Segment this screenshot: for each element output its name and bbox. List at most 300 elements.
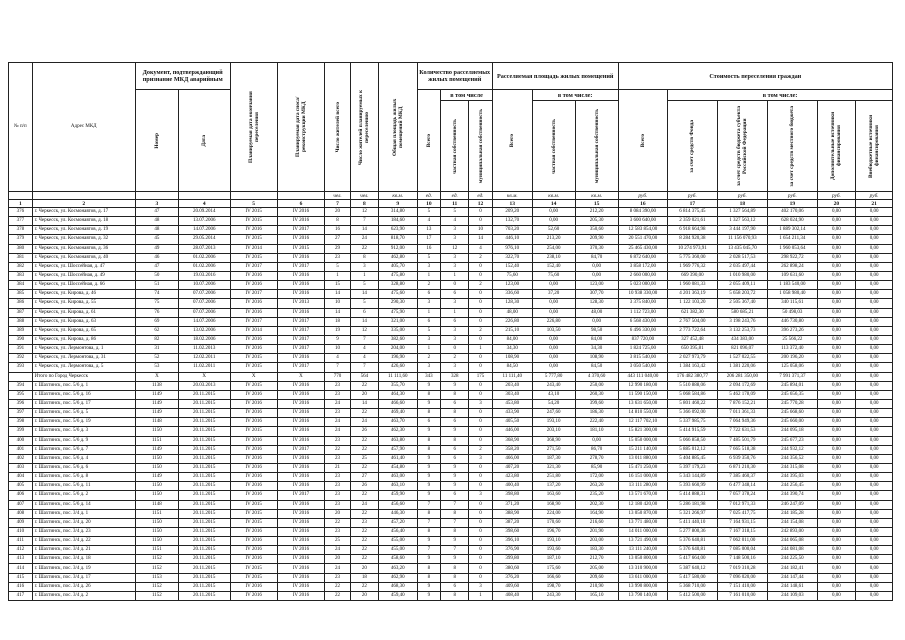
table-cell: 9 (417, 463, 441, 472)
table-cell: 0,00 (817, 354, 856, 363)
table-cell: 14 (350, 226, 378, 235)
table-cell: 14 (350, 290, 378, 299)
table-cell: 23 (325, 573, 351, 582)
table-cell: 400,40 (492, 482, 532, 491)
table-cell: 20 (350, 390, 378, 399)
table-cell: 3 (469, 582, 493, 591)
table-cell: 13 790 140,00 (618, 591, 667, 600)
table-row (9, 546, 893, 555)
table-cell (9, 372, 33, 381)
table-cell: 82 (135, 335, 178, 344)
table-cell: 168,90 (532, 500, 575, 509)
table-cell: 821 096,07 (717, 345, 768, 354)
table-cell: 0,00 (575, 436, 618, 445)
unit-cell: ед. (417, 192, 441, 200)
table-cell: 770 (325, 372, 351, 381)
unit-cell: руб. (717, 192, 768, 200)
table-cell: 2 028 517,53 (717, 253, 768, 262)
table-cell: 235,20 (575, 491, 618, 500)
column-number-cell: 18 (717, 200, 768, 208)
table-cell: IV 2015 (230, 518, 277, 527)
table-cell: 24 (325, 418, 351, 427)
table-cell: 14 810 550,00 (618, 409, 667, 418)
unit-cell (32, 192, 135, 200)
table-cell: 0,00 (817, 500, 856, 509)
table-cell: 0,00 (817, 299, 856, 308)
table-cell: 9 (417, 454, 441, 463)
table-cell: 22 (325, 518, 351, 527)
address-cell: г. Шахтинск, пос. 3/4 д. 23 (32, 527, 135, 536)
table-cell: 8 (417, 573, 441, 582)
table-cell: 12 117 702,10 (618, 418, 667, 427)
table-cell: 6 (441, 399, 469, 408)
column-number-cell: 20 (817, 200, 856, 208)
unit-cell: руб. (856, 192, 893, 200)
table-cell: 9 (417, 482, 441, 491)
table-cell: 23 (325, 390, 351, 399)
table-cell: 0 (469, 271, 493, 280)
unit-cell: руб. (817, 192, 856, 200)
table-cell: 203,40 (492, 381, 532, 390)
table-cell: 7 485 501,79 (717, 436, 768, 445)
table-cell: 07.07.2006 (178, 290, 230, 299)
table-cell: IV 2016 (277, 482, 324, 491)
address-cell: г. Шахтинск, пос. 5/6 д. 1 (32, 381, 135, 390)
table-cell: 125 058,06 (768, 363, 817, 372)
table-cell: 12 180 420,00 (618, 500, 667, 509)
table-cell: 399,60 (575, 399, 618, 408)
area-incl-header: в том числе: (532, 90, 618, 101)
table-cell: 204,00 (378, 345, 417, 354)
table-row (9, 436, 893, 445)
table-cell: 9 (441, 381, 469, 390)
table-cell: 48 (135, 217, 178, 226)
table-cell: 13 571 670,00 (618, 491, 667, 500)
table-cell: IV 2016 (230, 271, 277, 280)
table-cell: 9 (417, 582, 441, 591)
table-cell: 5 885 012,12 (668, 445, 717, 454)
table-cell: 0 (469, 473, 493, 482)
table-cell: IV 2016 (277, 217, 324, 226)
address-cell: г. Черкесск, ул. Кирова, д. 86 (32, 335, 135, 344)
table-cell: 245 677,23 (768, 436, 817, 445)
col-local-header: за счет средств местного бюджета (768, 101, 817, 192)
table-cell: 0 (469, 427, 493, 436)
table-cell: 10 (469, 226, 493, 235)
table-cell: 0,00 (817, 317, 856, 326)
table-cell: 128,30 (492, 299, 532, 308)
table-row (9, 473, 893, 482)
table-cell: 0 (469, 527, 493, 536)
table-cell: 22 (350, 491, 378, 500)
address-cell: г. Черкесск, ул. Кирова, д. 63 (32, 317, 135, 326)
table-cell: 358,20 (492, 445, 532, 454)
table-cell: 209,90 (575, 235, 618, 244)
table-cell: IV 2017 (277, 326, 324, 335)
table-cell: 3 (441, 299, 469, 308)
table-cell: 163,60 (532, 491, 575, 500)
table-cell: 175 (469, 372, 493, 381)
table-row (9, 427, 893, 436)
address-cell: г. Черкесск, ул. Лермонтова, д. 31 (32, 354, 135, 363)
table-cell: IV 2016 (277, 537, 324, 546)
table-cell: 7 025 417,75 (717, 509, 768, 518)
table-cell: 0,00 (856, 573, 893, 582)
address-cell: г. Шахтинск, пос. 3/4 д. 22 (32, 537, 135, 546)
table-cell: 22 (350, 463, 378, 472)
table-cell: 3 858 172,00 (618, 262, 667, 271)
table-cell: 5 321 266,97 (668, 509, 717, 518)
table-row (9, 573, 893, 582)
table-cell: 224,00 (532, 509, 575, 518)
table-cell: 0,00 (856, 299, 893, 308)
table-cell: 244 147,44 (768, 573, 817, 582)
table-cell: 20.11.2015 (178, 445, 230, 454)
table-cell: 226,80 (492, 317, 532, 326)
table-cell: 463,10 (378, 482, 417, 491)
table-cell: 12 (350, 326, 378, 335)
table-cell: 9 (417, 491, 441, 500)
table-cell: 1150 (135, 454, 178, 463)
table-cell: 398,60 (492, 527, 532, 536)
table-cell: IV 2016 (277, 281, 324, 290)
table-cell: 407,20 (492, 463, 532, 472)
table-cell: 12.02.2011 (178, 354, 230, 363)
table-cell: 464,30 (378, 390, 417, 399)
table-cell: 244 932,12 (768, 445, 817, 454)
table-cell: 25 566,22 (768, 335, 817, 344)
table-cell: 27 (350, 473, 378, 482)
table-cell: 47 (135, 262, 178, 271)
table-cell: IV 2016 (277, 235, 324, 244)
table-cell: 2 (469, 281, 493, 290)
unit-cell: кв.м. (378, 192, 417, 200)
table-cell: 244 185,28 (768, 509, 817, 518)
table-cell: 1 (441, 271, 469, 280)
table-cell: 3 (469, 454, 493, 463)
table-cell: 1150 (135, 463, 178, 472)
table-cell: 0,00 (856, 226, 893, 235)
table-cell: 84,50 (492, 363, 532, 372)
table-header (9, 63, 893, 208)
table-cell: 193,10 (532, 537, 575, 546)
table-cell: 7 665 518,38 (717, 445, 768, 454)
table-cell: IV 2016 (230, 436, 277, 445)
table-cell: 7 057 378,24 (717, 491, 768, 500)
table-cell: 6 (441, 445, 469, 454)
table-cell: 6 918 664,98 (668, 226, 717, 235)
table-cell: 20.11.2015 (178, 591, 230, 600)
table-cell: 5 366 092,00 (668, 409, 717, 418)
table-cell: 181,10 (575, 427, 618, 436)
table-cell: 12 583 854,00 (618, 226, 667, 235)
table-cell: 48,00 (492, 308, 532, 317)
table-cell: 405 (9, 482, 33, 491)
table-cell: 15 211 140,00 (618, 445, 667, 454)
table-cell: 6 814 375,45 (668, 208, 717, 217)
cost-incl-header: в том числе: (668, 90, 893, 101)
col-nonfund-header: Внебюджетные источники финансирования (856, 101, 893, 192)
table-cell: 6 (441, 582, 469, 591)
table-cell: 336,60 (492, 290, 532, 299)
table-cell: 14.07.2006 (178, 226, 230, 235)
table-cell: 6 (417, 317, 441, 326)
table-cell: 5 417 664,00 (668, 555, 717, 564)
table-cell: 244 256,45 (768, 482, 817, 491)
table-cell: 0,00 (856, 262, 893, 271)
column-number-cell: 3 (135, 200, 178, 208)
table-cell: 1 112 723,00 (618, 308, 667, 317)
table-cell: 0,00 (532, 354, 575, 363)
table-cell: 242 893,00 (768, 527, 817, 536)
table-cell: 210,90 (575, 582, 618, 591)
col-area-private-header: частная собственность (532, 101, 575, 192)
table-cell: 396,10 (492, 537, 532, 546)
table-cell: 22 (350, 381, 378, 390)
table-cell: IV 2017 (277, 317, 324, 326)
table-cell: 8 (441, 409, 469, 418)
table-cell: IV 2016 (277, 518, 324, 527)
table-cell: 0,00 (856, 372, 893, 381)
table-cell: IV 2016 (230, 482, 277, 491)
table-cell: 20.11.2015 (178, 573, 230, 582)
table-cell: 7 151 410,00 (717, 582, 768, 591)
table-cell: 5 376 640,81 (668, 546, 717, 555)
table-cell: 3 (441, 226, 469, 235)
table-row (9, 399, 893, 408)
table-cell: 0,00 (856, 445, 893, 454)
unit-cell (135, 192, 178, 200)
table-cell: 3 (441, 253, 469, 262)
table-cell: 7 (325, 363, 351, 372)
address-cell: г. Черкесск, ул. Космонавтов, д. 40 (32, 253, 135, 262)
table-cell: 20 551 470,00 (618, 235, 667, 244)
table-row (9, 208, 893, 217)
table-cell: 396 (9, 399, 33, 408)
table-cell: 5 068 584,86 (668, 390, 717, 399)
table-cell: 392 (9, 354, 33, 363)
table-cell: 2 094 172,69 (717, 381, 768, 390)
table-cell: 15 (325, 281, 351, 290)
table-cell: 75,60 (532, 271, 575, 280)
table-cell: 0,00 (856, 555, 893, 564)
table-cell: 222,40 (575, 418, 618, 427)
table-cell: 254,00 (532, 244, 575, 253)
col-residents-header: Число жителей всего (325, 63, 351, 192)
table-cell: 399 (9, 427, 33, 436)
table-cell: IV 2016 (277, 582, 324, 591)
table-cell: 245 656,35 (768, 390, 817, 399)
table-cell: 0,00 (817, 582, 856, 591)
table-cell: 408,40 (492, 591, 532, 600)
table-cell: 0,00 (856, 335, 893, 344)
table-cell: IV 2015 (230, 573, 277, 582)
table-cell: 1153 (135, 573, 178, 582)
table-row (9, 354, 893, 363)
table-cell: 244 148,61 (768, 582, 817, 591)
column-number-row (9, 200, 893, 208)
table-cell: 0,00 (575, 262, 618, 271)
table-cell: 1 327 564,89 (717, 208, 768, 217)
table-cell: 245 668,60 (768, 409, 817, 418)
table-cell: 455,00 (378, 537, 417, 546)
table-cell: 48,00 (575, 308, 618, 317)
table-cell: IV 2017 (277, 335, 324, 344)
table-cell: 7 (441, 500, 469, 509)
table-cell: 8 (417, 509, 441, 518)
table-cell: 7 (441, 518, 469, 527)
address-cell: г. Шахтинск, пос. 5/6 д. 3 (32, 427, 135, 436)
table-cell: 226,80 (532, 317, 575, 326)
table-cell: 380,60 (492, 564, 532, 573)
table-cell: 8 (325, 217, 351, 226)
address-cell: г. Черкесск, ул. Космонавтов, д. 32 (32, 235, 135, 244)
table-cell: 0,00 (817, 281, 856, 290)
table-cell: 9 (417, 399, 441, 408)
address-cell: г. Черкесск, ул. Кирова, д. 46 (32, 290, 135, 299)
table-cell: 1138 (135, 381, 178, 390)
table-cell: 8 (417, 390, 441, 399)
table-cell: 0,00 (817, 381, 856, 390)
table-cell: 28.07.2013 (178, 244, 230, 253)
table-cell: IV 2016 (230, 418, 277, 427)
table-cell: 402 (9, 454, 33, 463)
table-cell: 205,30 (575, 217, 618, 226)
table-cell: 0,00 (856, 208, 893, 217)
column-number-cell: 2 (32, 200, 135, 208)
table-cell: 4 201 363,19 (668, 290, 717, 299)
table-cell: 9 (325, 335, 351, 344)
table-cell: IV 2015 (230, 564, 277, 573)
column-number-cell: 17 (668, 200, 717, 208)
table-cell: IV 2016 (230, 345, 277, 354)
table-cell: 50 (135, 271, 178, 280)
address-cell: г. Шахтинск, пос. 5/6 д. 16 (32, 390, 135, 399)
table-cell: 0,00 (532, 308, 575, 317)
table-cell: IV 2016 (277, 253, 324, 262)
table-cell: 0,00 (856, 271, 893, 280)
table-cell: 3 (350, 262, 378, 271)
table-cell: 1149 (135, 399, 178, 408)
table-cell: 108,90 (575, 354, 618, 363)
table-cell: 5 (417, 326, 441, 335)
table-cell: 1 (469, 591, 493, 600)
table-row (9, 582, 893, 591)
table-cell: IV 2016 (277, 527, 324, 536)
table-cell: 0,00 (817, 326, 856, 335)
table-cell: 8 (441, 509, 469, 518)
table-cell: 0 (469, 564, 493, 573)
column-number-cell: 9 (378, 200, 417, 208)
table-cell: 7 096 020,00 (717, 573, 768, 582)
table-cell: 216,60 (575, 518, 618, 527)
table-row (9, 500, 893, 509)
col-count-total-header: Всего (417, 90, 441, 192)
table-cell: 9 (417, 537, 441, 546)
col-doc-date-header: Дата (178, 90, 230, 192)
table-cell: 8 084 390,00 (618, 208, 667, 217)
table-cell: IV 2016 (277, 290, 324, 299)
table-cell: 0,00 (817, 573, 856, 582)
table-cell: 7 (350, 217, 378, 226)
table-cell: 20 (350, 591, 378, 600)
table-cell: IV 2016 (277, 308, 324, 317)
table-row (9, 591, 893, 600)
table-cell: 623,90 (378, 226, 417, 235)
table-cell: 335,00 (378, 326, 417, 335)
table-cell: 446 730,80 (768, 317, 817, 326)
table-cell: 13 611 000,00 (618, 573, 667, 582)
table-cell: 0,00 (817, 217, 856, 226)
table-cell: IV 2016 (230, 445, 277, 454)
unit-cell: кв.м. (492, 192, 532, 200)
table-cell: 350,60 (575, 226, 618, 235)
table-cell: 2 505 367,40 (717, 299, 768, 308)
table-cell: 434 383,00 (717, 335, 768, 344)
table-cell: 5 (417, 253, 441, 262)
table-cell: 321,00 (378, 317, 417, 326)
table-cell: 7 164 931,15 (717, 518, 768, 527)
col-planned-start-header: Планируемая дата окончания переселения (230, 63, 277, 192)
table-cell: 0,00 (817, 537, 856, 546)
table-cell: 84,70 (575, 253, 618, 262)
table-cell: 2 359 021,61 (668, 217, 717, 226)
table-cell: 0,00 (575, 317, 618, 326)
table-cell: 271,50 (532, 445, 575, 454)
table-cell: 2 773 722,64 (668, 326, 717, 335)
table-row (9, 482, 893, 491)
table-cell: 166,60 (532, 573, 575, 582)
table-cell: IV 2016 (277, 473, 324, 482)
table-cell: 20.11.2015 (178, 582, 230, 591)
table-cell: 0,00 (817, 399, 856, 408)
address-cell: г. Шахтинск, пос. 3/4 д. 17 (32, 573, 135, 582)
table-cell: 0,00 (817, 208, 856, 217)
table-cell: 469,40 (378, 409, 417, 418)
table-cell: 328,80 (378, 281, 417, 290)
table-cell: 6 568 430,00 (618, 317, 667, 326)
table-cell: 455,00 (378, 546, 417, 555)
table-cell: 0,00 (856, 527, 893, 536)
column-number-cell: 8 (350, 200, 378, 208)
col-extra-header: Дополнительные источники финансирования (817, 101, 856, 192)
table-cell: 13 011 880,00 (618, 454, 667, 463)
column-number-cell: 19 (768, 200, 817, 208)
table-cell: 0 (469, 518, 493, 527)
unit-cell (277, 192, 324, 200)
table-row (9, 418, 893, 427)
table-cell: 109 631,60 (768, 271, 817, 280)
address-cell: г. Черкесск, ул. Шоссейная, д. 66 (32, 281, 135, 290)
table-cell: 0 (469, 509, 493, 518)
table-cell: 132,70 (492, 217, 532, 226)
table-cell: 0,00 (817, 591, 856, 600)
table-cell: 5 337 985,75 (668, 418, 717, 427)
table-cell: 446,10 (492, 235, 532, 244)
table-cell: 3 (441, 363, 469, 372)
table-row (9, 281, 893, 290)
table-cell: IV 2016 (230, 454, 277, 463)
table-cell: 4 370,60 (575, 372, 618, 381)
table-cell: IV 2016 (277, 271, 324, 280)
table-cell: 11.02.2011 (178, 363, 230, 372)
table-cell: 165,10 (575, 591, 618, 600)
count-incl-header: в том числе (441, 90, 493, 101)
table-row (9, 409, 893, 418)
table-cell: 1152 (135, 564, 178, 573)
table-cell: 9 (417, 381, 441, 390)
address-cell: г. Черкесск, ул. Лермонтова, д. 1 (32, 345, 135, 354)
